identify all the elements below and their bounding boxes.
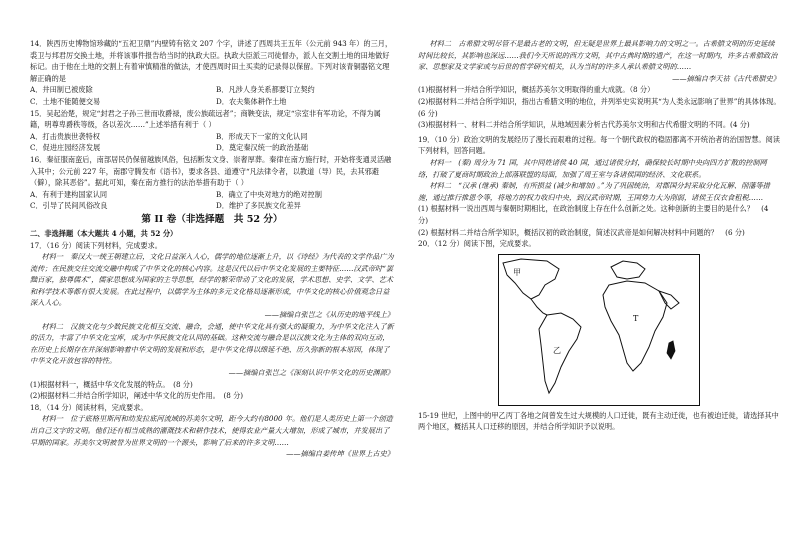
right-column (418, 38, 785, 433)
q20-head: 20．（12 分）阅读下图，完成要求。 (418, 239, 536, 249)
q18-material-2: 材料二 古希腊文明尽管不是最古老的文明，但无疑是世界上最具影响力的文明之一。古希腊文明的历史延续时间比较长，其影响也深远……我们今天所说的西方文明，其中古典时期的遗产，在这一时期内，许多古希腊政治家、思想家及文学家或与后世的哲学研究相关，认为当时的许多人承认希腊文明的…… (418, 39, 778, 72)
world-map (498, 254, 700, 406)
q19-material-1: 材料一 (秦) 周分为 71 国，其中同姓诸侯 40 国，通过诸侯分封，确保较长时期中央向四方扩散的控制网络，打破了夏商时期政治上部落联盟的局面，加强了周王室与各诸侯国的经济、文化联系。 (418, 157, 767, 179)
q17-head: 17．（16 分）阅读下列材料，完成要求。 (30, 240, 162, 250)
q18-source-1: ——摘编自姜传坤《世界上古史》 (286, 449, 394, 459)
q18-requirement-2: (2)根据材料二并结合所学知识，指出古希腊文明的地位，并列举史实说明其“为人类永远影响了世界”的具体体现。 (6 分) (418, 96, 785, 118)
section-title: 第 II 卷（非选择题 共 52 分） (141, 213, 283, 225)
q15-option-d: D．奠定秦汉统一的政治基础 (216, 143, 309, 153)
question-15: 15．吴起治楚，规定“封君之子孙三世而收爵禄，废公族疏远者”；商鞅变法，规定“宗室非有军功论，不得为属籍，明尊卑爵秩等级，各以差次……”上述举措有利于（ ） (30, 108, 381, 130)
q16-options (30, 189, 394, 212)
q16-option-a: A．有利于建构国家认同 (30, 189, 108, 199)
q14-option-c: C．土地不能随便交易 (30, 96, 101, 106)
central-america-shape (531, 299, 547, 315)
q17-source-2: ——摘编自张岂之《深刻认识中华文化的历史渊源》 (228, 368, 394, 378)
q14-option-d: D．农夫集体耕作土地 (216, 96, 287, 106)
q17-material-1: 材料一 秦汉大一统王朝建立后，文化日益深入人心，儒学的地位逐渐上升，以《诗经》为代表的文学作品广为流传；在民族交往交流交融中构成了中华文化的核心内容。这是汉代以后中华文化发展的主要特征……汉武帝时“罢黜百家，独尊儒术”，儒家思想成为国家的主导思想，经学的繁荣带动了文化的发展，学术思想、史学、文学、艺术和科学技术等都有很大发展。在此过程中，以儒学为主体的多元文化格局逐渐形成，中华文化的核心价值观念日益深入人心。 (30, 252, 394, 308)
part2-title: 二、非选择题（本大题共 4 小题，共 52 分） (30, 228, 178, 238)
q16-option-d: D．维护了多民族文化差异 (216, 201, 301, 211)
q17-requirement-1: (1)根据材料一，概括中华文化发展的特点。 (8 分) (30, 379, 193, 389)
question-16: 16．秦征服南蛮后，南部居民仍保留越族风俗，包括断发文身、崇奢厚葬。秦律在南方施行时，开始将变通灵活融入其中；公元前 227 年，南郡守腾发布《语书》，要求各县、道遵守“凡法律令者，以教道（导）民，去其邪避（僻），除其恶俗”。据此可知，秦在南方推行的法治举措有助于（ ） (30, 154, 392, 188)
map-label-jia: 甲 (513, 267, 521, 277)
q16-option-c: C．引导了民间风俗改良 (30, 201, 108, 211)
q20-text: 15-19 世纪，上图中的甲乙丙丁各地之间曾发生过大规模的人口迁徙，既有主动迁徙，也有被迫迁徙，请选择其中两个地区，概括其人口迁移的原因，并结合所学知识予以说明。 (418, 410, 779, 432)
q19-material-2: 材料二 “汉承 (继承) 秦制，有所损益 (减少和增加) 。”为了巩固统治，对郡国分封采取分化瓦解、削藩等措施，通过推行推恩令等，将地方的权力收归中央，到汉武帝时期，王国势力大为削弱，诸侯王仅衣食租税…… (418, 181, 770, 202)
north-america-shape (503, 259, 559, 299)
africa-shape (603, 281, 667, 371)
q17-material-2: 材料二 汉族文化与少数民族文化相互交流、融合，会通，使中华文化具有强大的凝聚力，为中华文化注入了新的活力，丰富了中华文化宝库，成为中华民族文化认同的基础。这种交流与融合是以汉族文化为主体的双向互动，在历史上长期存在并深刻影响着中华文明的发展和形态，是中华文化得以绵延不绝、历久弥新的根本原因，体现了中华文化开放包容的特性。 (30, 321, 394, 366)
q14-options (30, 84, 394, 107)
q17-source-1: ——摘编自张岂之《从历史的地平线上》 (264, 310, 394, 320)
q18-requirement-3: (3)根据材料一、材料二并结合所学知识，从地域因素分析古代苏美尔文明和古代希腊文明的不同。(4 分) (418, 120, 750, 130)
q19-requirement-1: (1) 根据材料一说出西周与秦朝时期相比，在政治制度上存在什么创新之处。这种创新的主要目的是什么？ (4 分) (418, 204, 769, 225)
q16-option-b: B．确立了中央对地方的绝对控制 (216, 189, 322, 199)
q14-option-a: A．井田制已被废除 (30, 85, 93, 95)
q19-head: 19．（10 分）政治文明的发展经历了漫长而艰难的过程。每一个朝代政权的稳固都离不开统治者的治国智慧。阅读下列材料，回答问题。 (418, 134, 780, 156)
q18-material-1: 材料一 位于底格里斯河和幼发拉底河流域的苏美尔文明，距今大约有8000 年。他们是人类历史上第一个创造出自己文字的文明。他们还有相当成熟的灌溉技术和耕作技术，使得农业产量大大增加，形成了城市，并发展出了早期的国家。苏美尔文明被誉为世界文明的一个源头，影响了后来的许多文明…… (30, 414, 393, 447)
left-column (30, 38, 394, 460)
q15-option-b: B．形成天下一家的文化认同 (216, 131, 308, 141)
q18-source-2: ——摘编自李天祜《古代希腊史》 (672, 73, 780, 83)
q15-option-a: A．打击贵族世袭特权 (30, 131, 100, 141)
europe-shape (611, 261, 645, 279)
question-14: 14．陕西历史博物馆珍藏的“五祀卫鼎”内壁铸有铭文 207 个字，讲述了西周共王五年（公元前 943 年）的三月，裘卫与邦君厉交换土地，并将该事件报告给当时的执政大臣。执政大臣派三司徒督办，派人在交割土地的田地做好标记。由于他在土地的交割上有着审慎精准的做法，才使西周时田土买卖的记录得以保留。下列对该青铜器铭文理解正确的是 (30, 39, 393, 83)
q19-requirement-2: (2) 根据材料二并结合所学知识，概括汉初的政治制度，简述汉武帝是如何解决材料中问题的？ (6 分) (418, 227, 745, 237)
q18-head: 18．（14 分）阅读材料，完成要求。 (30, 402, 148, 412)
q15-options (30, 131, 394, 154)
q15-option-c: C．促进庄园经济发展 (30, 143, 101, 153)
map-label-t: T (633, 313, 639, 323)
madagascar-shape (667, 341, 675, 359)
q18-requirement-1: (1)根据材料一并结合所学知识，概括苏美尔文明取得的重大成就。（8 分） (418, 85, 655, 95)
arabia-shape (659, 291, 679, 309)
map-drawing (499, 255, 699, 405)
q14-option-b: B．凡涉人身关系都要订立契约 (216, 85, 315, 95)
q17-requirement-2: (2)根据材料二并结合所学知识，阐述中华文化的历史作用。 (8 分) (30, 391, 244, 401)
map-label-yi: 乙 (553, 345, 561, 355)
